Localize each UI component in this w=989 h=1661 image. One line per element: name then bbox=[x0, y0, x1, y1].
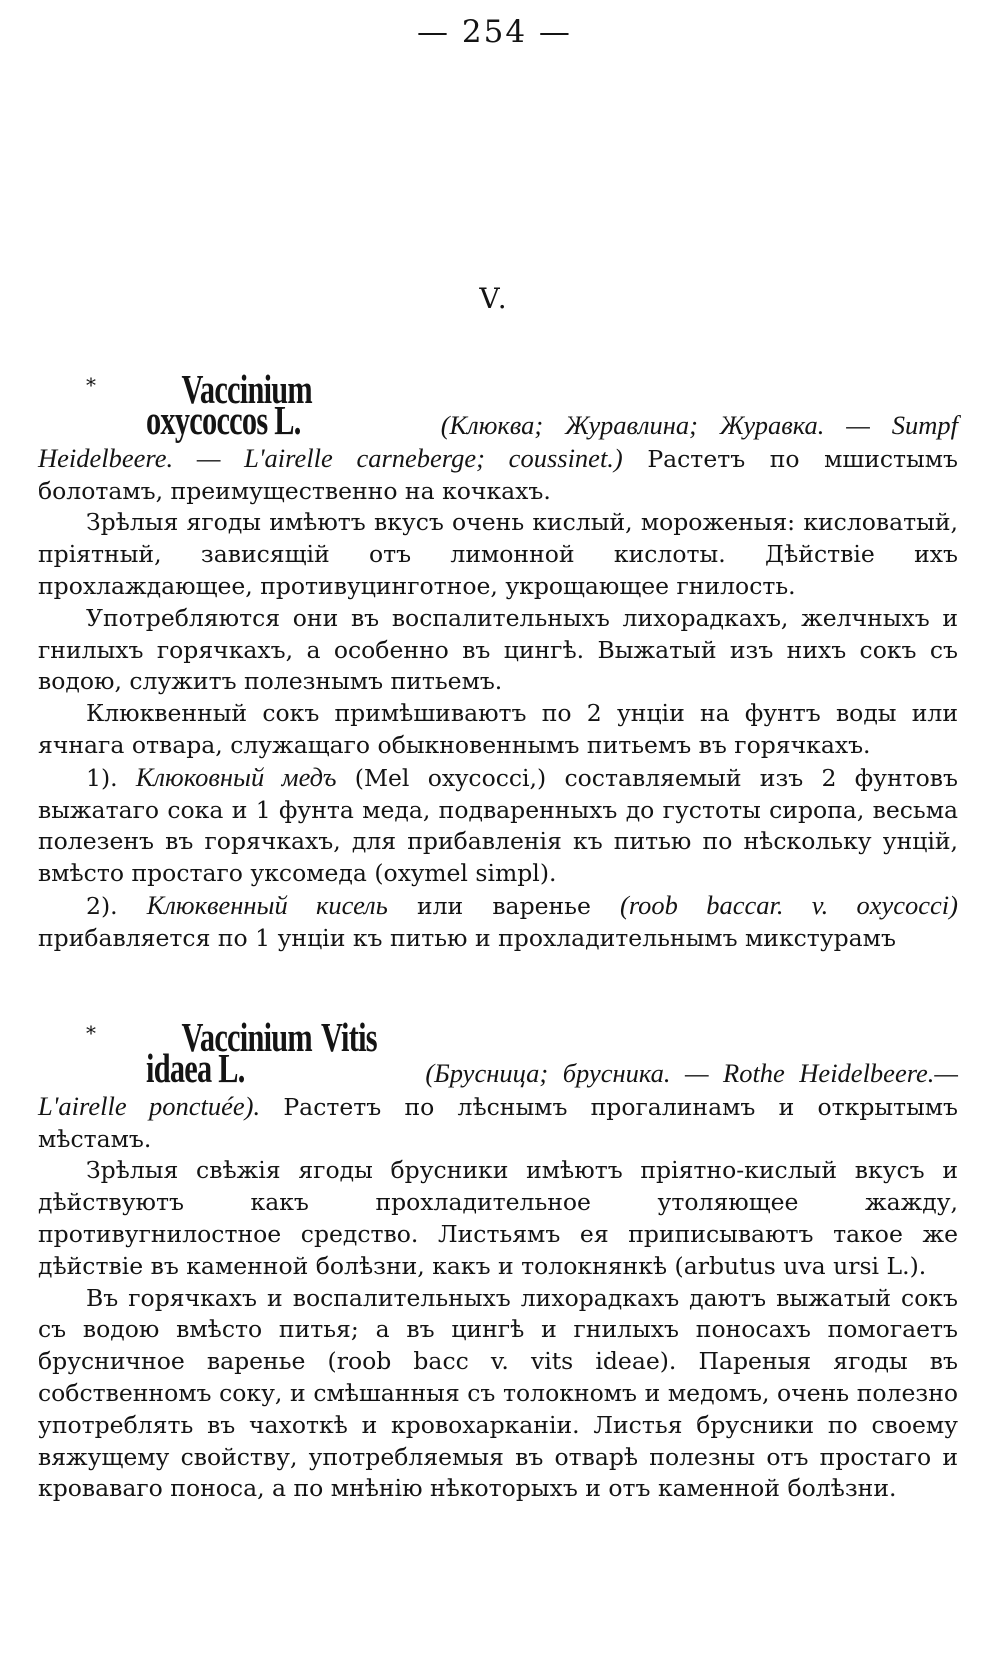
latin-name: Vaccinium oxycoccos L. bbox=[146, 366, 312, 443]
item-text: (Mel oxycocci,) составляемый изъ 2 фунтовъ выжатаго сока и 1 фунта меда, подваренныхъ до густоты сиропа, весьма полезенъ въ горячкахъ, для прибавленія къ питью по нѣскольку унцій, вмѣсто простаго уксомеда (oxymel simpl). bbox=[38, 763, 958, 888]
item-text: или варенье bbox=[416, 891, 591, 920]
section-heading: V. bbox=[479, 282, 510, 315]
paragraph: Зрѣлыя ягоды имѣютъ вкусъ очень кислый, мороженыя: кисловатый, пріятный, зависящій отъ лимонной кислоты. Дѣйствіе ихъ прохлаждающее, противуцинготное, укрощающее гнилость. bbox=[38, 508, 958, 600]
synonyms: (Брусница; брусника. — Rothe Heidelbeere.—L'airelle ponctuée). bbox=[38, 1058, 958, 1121]
page-number: — 254 — bbox=[417, 14, 572, 50]
asterisk-mark: * bbox=[86, 373, 96, 397]
asterisk-mark: * bbox=[86, 1021, 96, 1045]
latin-name: Vaccinium Vitis idaea L. bbox=[146, 1014, 377, 1091]
list-item bbox=[38, 890, 958, 955]
item-latin: (roob baccar. v. oxycocci) bbox=[620, 889, 958, 920]
item-title: Клюковный медъ bbox=[135, 761, 337, 792]
entry-heading-paragraph bbox=[38, 1014, 958, 1155]
item-number: 2). bbox=[86, 891, 118, 920]
habitat-text: Растетъ по мшистымъ болотамъ, преимущественно на кочкахъ. bbox=[38, 444, 958, 505]
item-number: 1). bbox=[86, 763, 118, 792]
entry-heading-paragraph bbox=[38, 366, 958, 507]
entry-vaccinium-vitis-idaea bbox=[38, 1014, 958, 1505]
paragraph: Въ горячкахъ и воспалительныхъ лихорадкахъ даютъ выжатый сокъ съ водою вмѣсто питья; а въ цингѣ и гнилыхъ поносахъ помогаетъ брусничное варенье (roob bacc v. vits ideae). Пареныя ягоды въ собственномъ соку, и смѣшанныя съ толокномъ и медомъ, очень полезно употреблять въ чахоткѣ и кровохарканіи. Листья брусники по своему вяжущему свойству, употребляемыя въ отварѣ полезны отъ простаго и кроваваго поноса, а по мнѣнію нѣкоторыхъ и отъ каменной болѣзни. bbox=[38, 1283, 958, 1503]
entry-vaccinium-oxycoccos bbox=[38, 366, 958, 955]
habitat-text: Растетъ по лѣснымъ прогалинамъ и открытымъ мѣстамъ. bbox=[38, 1092, 958, 1153]
paragraph: Употребляются они въ воспалительныхъ лихорадкахъ, желчныхъ и гнилыхъ горячкахъ, а особенно въ цингѣ. Выжатый изъ нихъ сокъ съ водою, служитъ полезнымъ питьемъ. bbox=[38, 603, 958, 696]
paragraph: Зрѣлыя свѣжія ягоды брусники имѣютъ пріятно-кислый вкусъ и дѣйствуютъ какъ прохладительное утоляющее жажду, противугнилостное средство. Листьямъ ея приписываютъ такое же дѣйствіе въ каменной болѣзни, какъ и толокнянкѣ (arbutus uva ursi L.). bbox=[38, 1156, 958, 1280]
item-title: Клюквенный кисель bbox=[146, 889, 388, 920]
synonyms: (Клюква; Журавлина; Журавка. — Sumpf Heidelbeere. — L'airelle carneberge; coussinet.) bbox=[38, 410, 958, 473]
list-item bbox=[38, 762, 958, 890]
paragraph: Клюквенный сокъ примѣшиваютъ по 2 унціи на фунтъ воды или ячнага отвара, служащаго обыкновеннымъ питьемъ въ горячкахъ. bbox=[38, 699, 958, 759]
item-text: прибавляется по 1 унціи къ питью и прохладительнымъ микстурамъ bbox=[38, 923, 896, 952]
